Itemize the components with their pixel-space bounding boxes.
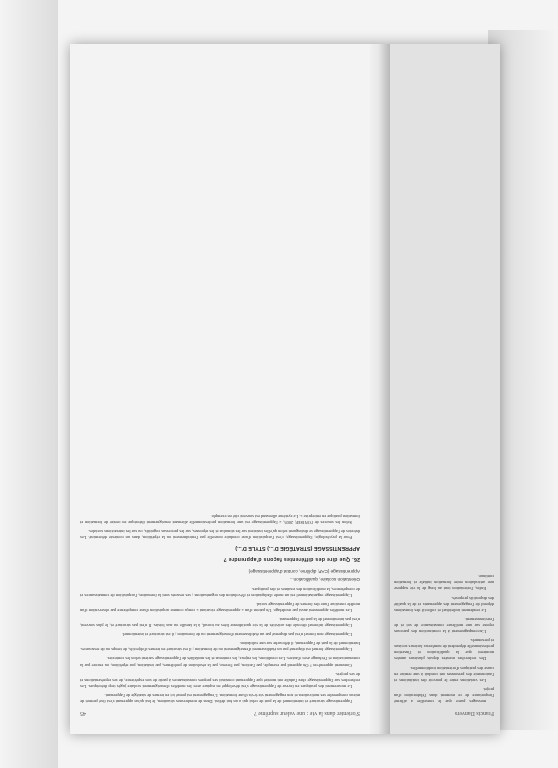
paragraph: Le mouvement des pratiques en faveur de l'apprentissage s'est développé en rupture avec les modèles d'enseignement scolaire jugés trop théoriques. Les recherches sur l'apprentissage chez l'adulte ont montré que l'apprenant construit ses propres connaissances à partir de son expérience, de ses représentations et de ses projets.: [80, 671, 360, 689]
paragraph: Les modèles apprennent aussi par modelage. Un patron d'un « apprentissage vicariant » conçu comme acquisition d'une compétence par observation d'un modèle constitue l'une des formes de l'apprentissage social.: [80, 601, 360, 613]
paragraph: l'apprentissage structuré et intentionnel de la part de celui qui a un but défini. Dans de nombreuses situations, le but qu'un apprenant s'est fixé permet de mieux comprendre ses motivations et son engagement vis-à-vis d'une formation. L'engagement est pensé ici en termes de stratégie de l'apprenant.: [80, 692, 360, 704]
section-subheading: APPRENTISSAGE (STRATÉGIE D'...) STYLE D'...): [235, 545, 360, 552]
paragraph: L'apprentissage informel découle des activités de la vie quotidienne liées au travail, à la famille ou aux loisirs. Il n'est pas structuré et, le plus souvent, n'est pas intentionnel de la part de l'apprenant.: [80, 616, 360, 629]
paragraph: Des recherches menées depuis plusieurs années montrent que la qualification et l'insertion professionnelle dépendent de nombreux facteurs sociaux et personnels.: [394, 638, 494, 662]
paragraph: messages parce que le conseiller a affirmé l'importance de ce moment dans l'élaboration d'un projet.: [394, 686, 494, 704]
running-head-title: S'orienter dans la vie : une valeur suprême ?: [253, 710, 360, 716]
book-spread: [70, 44, 500, 734]
paragraph: Selon les sources de l'ONISEP, 2005, « l'apprentissage est une formation professionnelle alternant enseignement théorique en centre de formation et formation pratique en entreprise ». Le système allemand est souvent cité en exemple.: [80, 514, 360, 526]
paragraph: L'apprentissage organisationnel est un mode d'adaptation et d'évolution des organisations ; ses ressorts sont la formation, l'acquisition de connaissances et de compétences, la modification des routines et des pratiques.: [80, 586, 360, 598]
paragraph: L'apprentissage formel est dispensé par un établissement d'enseignement ou de formation ; il est structuré en termes d'objectifs, de temps ou de ressources. Intentionnel de la part de l'apprenant, il débouche sur une validation.: [80, 641, 360, 653]
paragraph: L'accompagnement à la construction des parcours repose sur une meilleure connaissance de soi et de l'environnement.: [394, 616, 494, 635]
paragraph: Enfin, l'orientation tout au long de la vie suppose une articulation entre formation initiale et formation continue.: [394, 574, 494, 592]
paragraph: L'apprentissage non formel n'est pas dispensé par un établissement d'enseignement ou de formation ; il est structuré et intentionnel.: [121, 632, 352, 638]
running-head: [80, 710, 360, 716]
bullet-item: Apprentissage (CAP, diplôme, contrat d'apprentissage): [248, 569, 360, 575]
section-heading: 26. Que dire des différentes façons d'apprendre ?: [223, 556, 360, 563]
paragraph: Comment apprend-on ? On apprend par exemple, par l'action, par l'erreur, par la résolution de problèmes, par imitation, par répétition, ou encore par la communication et l'échange avec d'autres. Les conditions, les enjeux, les contenus et les modalités de l'apprentissage varient selon les contextes.: [80, 656, 360, 668]
page-number: 45: [80, 710, 86, 716]
paragraph: Le rendement individuel et collectif des formations dépend de l'engagement des apprenants et de la qualité des dispositifs proposés.: [394, 595, 494, 613]
book-gutter: [370, 44, 390, 734]
bullet-item: Orientation scolaire, qualification...: [289, 577, 360, 583]
facing-page-text-column: [394, 64, 494, 704]
author-head: Francis Danvers: [454, 710, 494, 716]
paragraph: Pour la psychologie, l'apprentissage, c'est l'acquisition d'une conduite nouvelle par l'entraînement ou la répétition, dans un contexte déterminé. Les théories de l'apprentissage se distinguent selon qu'elles insistent sur les stimulus et les réponses, sur les processus cognitifs, ou sur les interactions sociales.: [80, 529, 360, 541]
main-text-column: [80, 64, 360, 704]
paragraph: Les variations entre le pouvoir des institutions et l'autonomie des personnes ont conduit à une remise en cause des pratiques d'orientation traditionnelles.: [394, 665, 494, 683]
